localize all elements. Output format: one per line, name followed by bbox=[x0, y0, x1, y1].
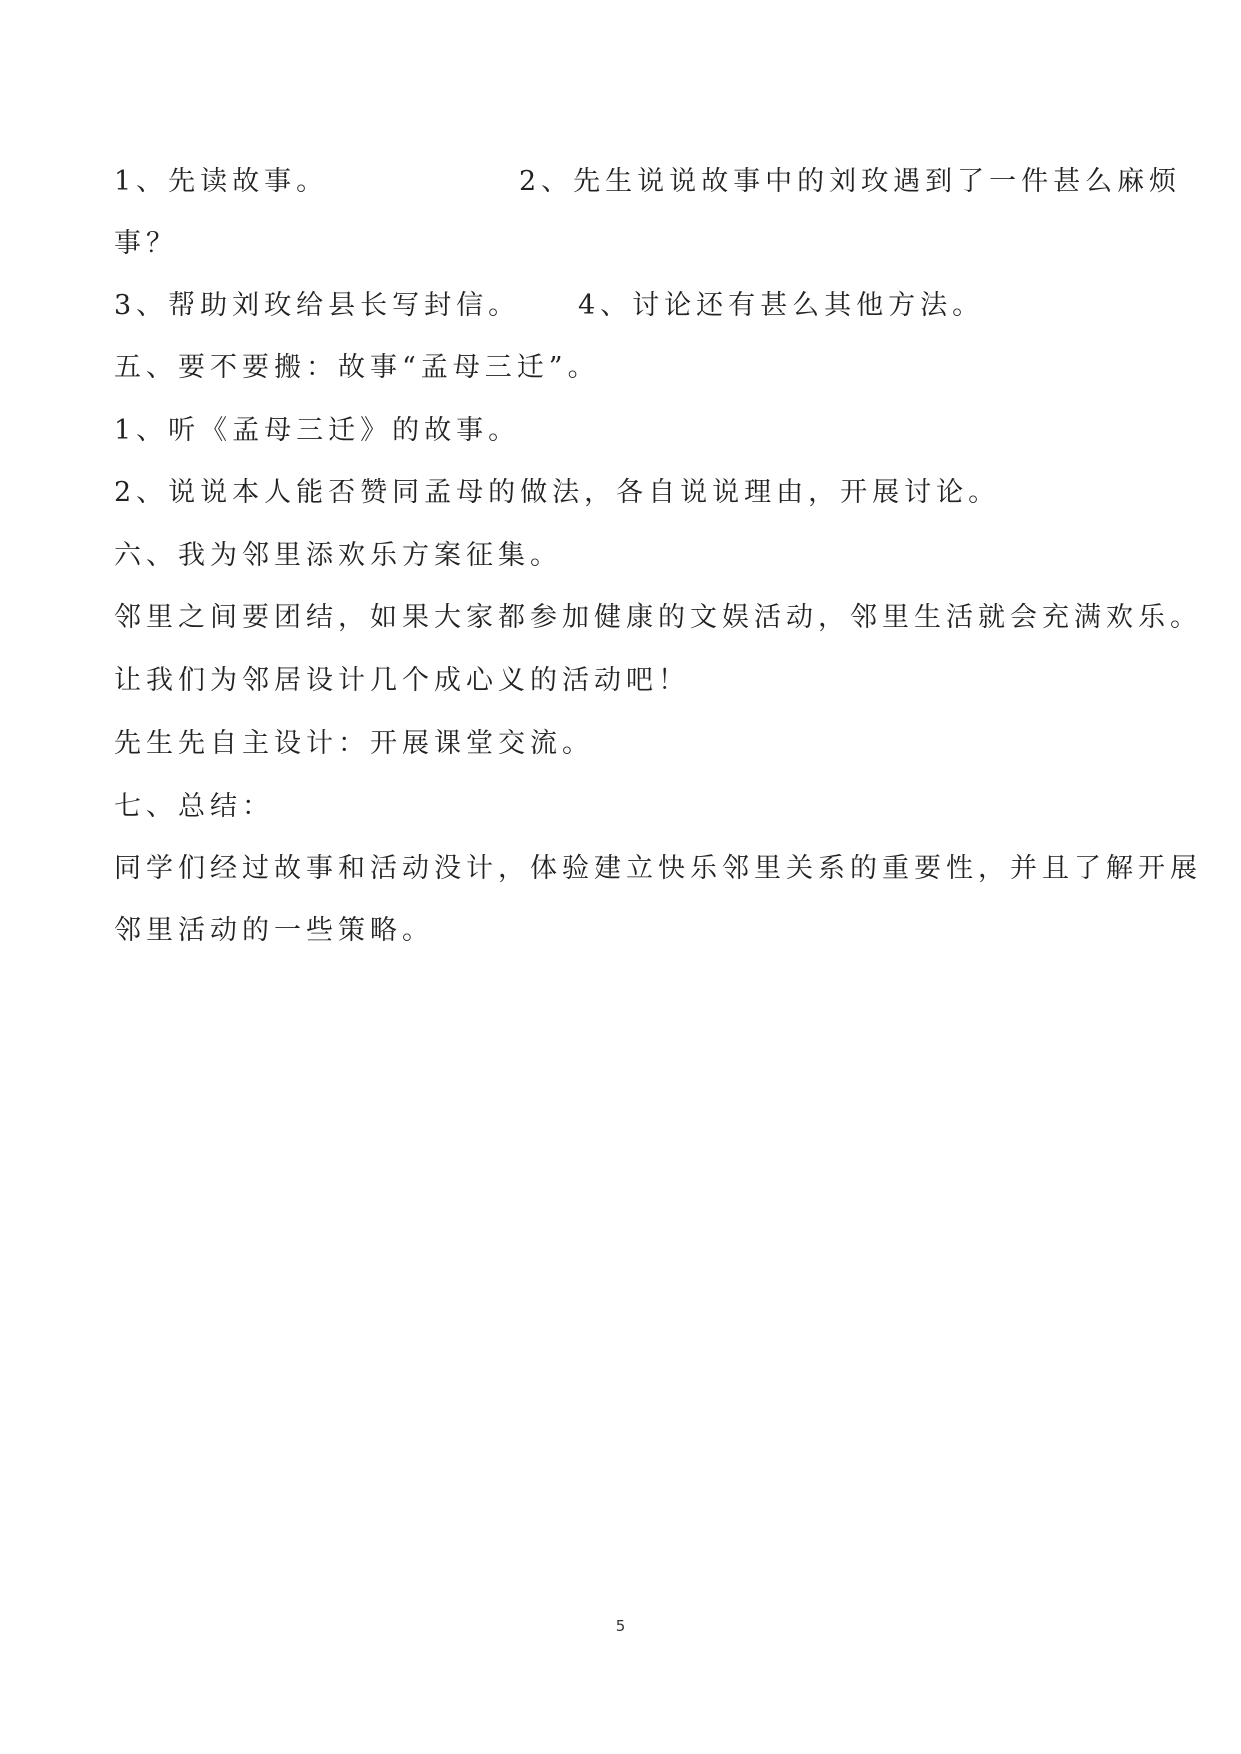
section-heading: 七、总结： bbox=[114, 791, 274, 822]
text-line: 让我们为邻居设计几个成心义的活动吧！ bbox=[114, 665, 690, 696]
text-line bbox=[114, 288, 985, 324]
step-1-text: 1、先读故事。 bbox=[114, 166, 329, 197]
text-line: 邻里之间要团结，如果大家都参加健康的文娱活动，邻里生活就会充满欢乐。 bbox=[114, 602, 1202, 633]
text-line: 同学们经过故事和活动没计，体验建立快乐邻里关系的重要性，并且了解开展 bbox=[114, 853, 1202, 884]
text-line: 邻里活动的一些策略。 bbox=[114, 915, 434, 946]
step-4-text: 4、讨论还有甚么其他方法。 bbox=[578, 290, 985, 321]
text-line: 先生先自主设计：开展课堂交流。 bbox=[114, 728, 594, 759]
text-line: 事？ bbox=[114, 228, 178, 259]
step-2-text: 2、先生说说故事中的刘玫遇到了一件甚么麻烦 bbox=[519, 166, 1182, 197]
section-heading: 六、我为邻里添欢乐方案征集。 bbox=[114, 540, 562, 571]
text-line: 2、说说本人能否赞同孟母的做法，各自说说理由，开展讨论。 bbox=[114, 477, 1001, 508]
text-line: 1、听《孟母三迁》的故事。 bbox=[114, 415, 521, 446]
section-heading: 五、要不要搬：故事“孟母三迁”。 bbox=[114, 352, 600, 383]
page-number: 5 bbox=[615, 1617, 626, 1635]
text-line bbox=[114, 164, 1182, 200]
step-3-text: 3、帮助刘玫给县长写封信。 bbox=[114, 290, 521, 321]
